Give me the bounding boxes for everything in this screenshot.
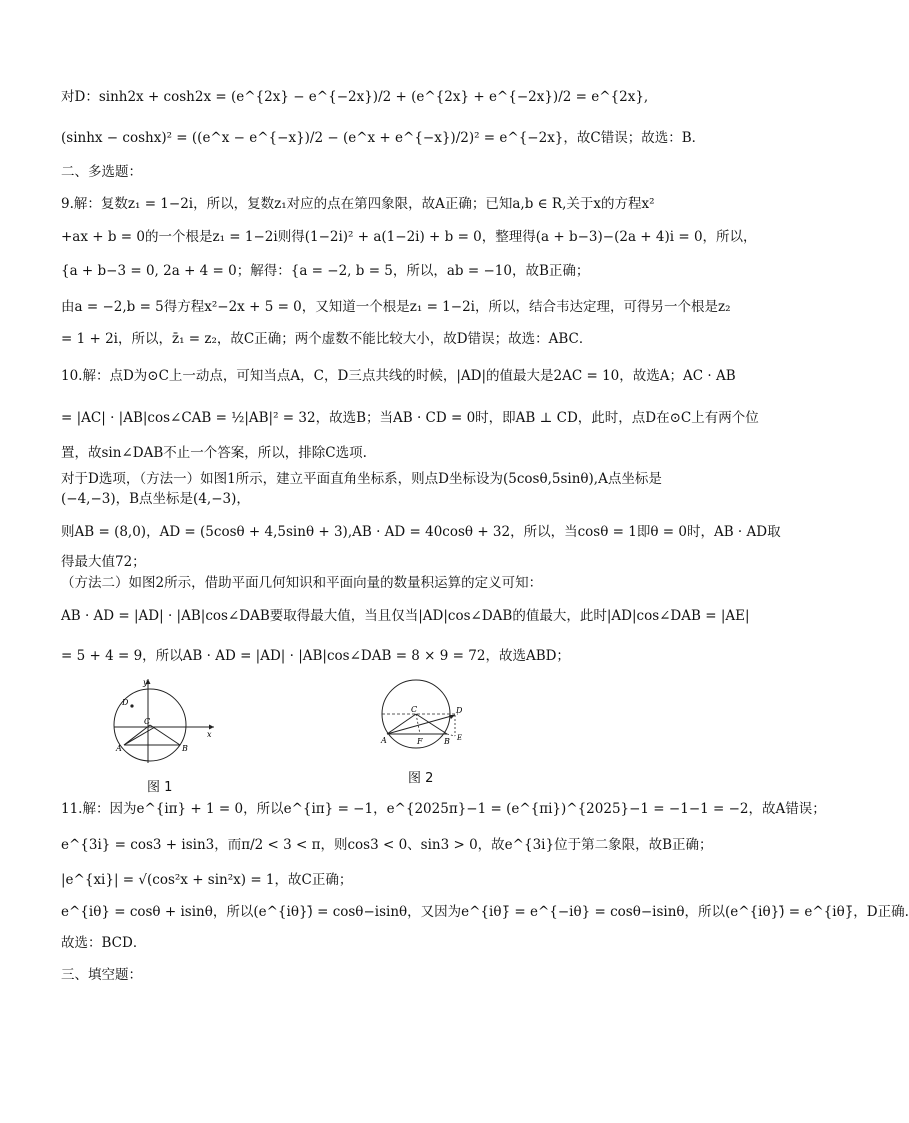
text-line: 9.解：复数z₁ = 1−2i，所以，复数z₁对应的点在第四象限，故A正确；已知a,b ∈ R,关于x的方程x² bbox=[61, 196, 655, 212]
figure-1-label-a: A bbox=[116, 744, 122, 753]
text-line: 由a = −2,b = 5得方程x²−2x + 5 = 0，又知道一个根是z₁ = 1−2i，所以，结合韦达定理，可得另一个根是z₂ bbox=[61, 299, 731, 315]
text-line: = |AC| · |AB|cos∠CAB = ½|AB|² = 32，故选B；当AB · CD = 0时，即AB ⊥ CD，此时，点D在⊙C上有两个位 bbox=[61, 410, 759, 426]
text-line: 则AB = (8,0)，AD = (5cosθ + 4,5sinθ + 3),AB · AD = 40cosθ + 32，所以，当cosθ = 1即θ = 0时，AB · AD取 bbox=[61, 524, 781, 540]
text-line: 对于D选项，（方法一）如图1所示，建立平面直角坐标系，则点D坐标设为(5cosθ,5sinθ),A点坐标是 bbox=[61, 471, 662, 487]
figure-1-label-c: C bbox=[144, 717, 151, 726]
text-line: 故选：BCD． bbox=[61, 935, 147, 951]
text-line: (−4,−3)，B点坐标是(4,−3)， bbox=[61, 491, 250, 507]
text-line: 10.解：点D为⊙C上一动点，可知当点A，C，D三点共线的时候，|AD|的值最大是2AC = 10，故选A；AC · AB bbox=[61, 368, 736, 384]
section-heading: 三、填空题： bbox=[61, 967, 142, 983]
figure-2 bbox=[372, 672, 472, 762]
text-line: AB · AD = |AD| · |AB|cos∠DAB要取得最大值，当且仅当|AD|cos∠DAB的值最大，此时|AD|cos∠DAB = |AE| bbox=[61, 608, 750, 624]
text-line: 11.解：因为e^{iπ} + 1 = 0，所以e^{iπ} = −1，e^{2025π}−1 = (e^{πi})^{2025}−1 = −1−1 = −2，故A错误； bbox=[61, 801, 826, 817]
text-line: = 5 + 4 = 9，所以AB · AD = |AD| · |AB|cos∠DAB = 8 × 9 = 72，故选ABD； bbox=[61, 648, 570, 664]
figure-1-label-b: B bbox=[182, 744, 188, 753]
text-line: 对D：sinh2x + cosh2x = (e^{2x} − e^{−2x})/2 + (e^{2x} + e^{−2x})/2 = e^{2x}, bbox=[61, 89, 649, 105]
text-line: 置，故sin∠DAB不止一个答案，所以，排除C选项. bbox=[61, 445, 367, 461]
text-line: 得最大值72； bbox=[61, 554, 146, 570]
text-line: e^{3i} = cos3 + isin3，而π/2 < 3 < π，则cos3 < 0、sin3 > 0，故e^{3i}位于第二象限，故B正确； bbox=[61, 837, 713, 853]
figure-2-label-b: B bbox=[444, 737, 450, 746]
text-line: (sinhx − coshx)² = ((e^x − e^{−x})/2 − (e^x + e^{−x})/2)² = e^{−2x}，故C错误；故选：B． bbox=[61, 130, 706, 146]
figure-2-label-c: C bbox=[411, 705, 418, 714]
text-line: |e^{xi}| = √(cos²x + sin²x) = 1，故C正确； bbox=[61, 872, 353, 888]
figure-2-label-a: A bbox=[381, 736, 387, 745]
text-line: {a + b−3 = 0, 2a + 4 = 0；解得：{a = −2, b = 5，所以，ab = −10，故B正确； bbox=[61, 263, 590, 279]
figure-1-label-d: D bbox=[122, 698, 129, 707]
figure-2-label-f: F bbox=[417, 737, 423, 746]
section-heading: 二、多选题： bbox=[61, 164, 142, 180]
figure-1-label-y: y bbox=[143, 678, 148, 687]
figure-2-caption: 图 2 bbox=[408, 771, 434, 786]
text-line: = 1 + 2i，所以，z̄₁ = z₂，故C正确；两个虚数不能比较大小，故D错误；故选：ABC． bbox=[61, 331, 593, 347]
figure-1-caption: 图 1 bbox=[147, 780, 173, 795]
figure-2-label-e: E bbox=[457, 734, 463, 742]
text-line: +ax + b = 0的一个根是z₁ = 1−2i则得(1−2i)² + a(1−2i) + b = 0，整理得(a + b−3)−(2a + 4)i = 0，所以， bbox=[61, 229, 757, 245]
figure-1 bbox=[110, 675, 220, 765]
text-line: e^{iθ} = cosθ + isinθ，所以(e^{iθ})̄ = cosθ−isinθ，又因为e^{iθ}̄ = e^{−iθ} = cosθ−isinθ，所以(e^{iθ})̄ = e^{iθ}̄，D正确. bbox=[61, 904, 909, 920]
text-line: （方法二）如图2所示，借助平面几何知识和平面向量的数量积运算的定义可知： bbox=[61, 575, 543, 591]
figure-1-label-x: x bbox=[207, 730, 212, 739]
figure-2-label-d: D bbox=[456, 706, 463, 715]
